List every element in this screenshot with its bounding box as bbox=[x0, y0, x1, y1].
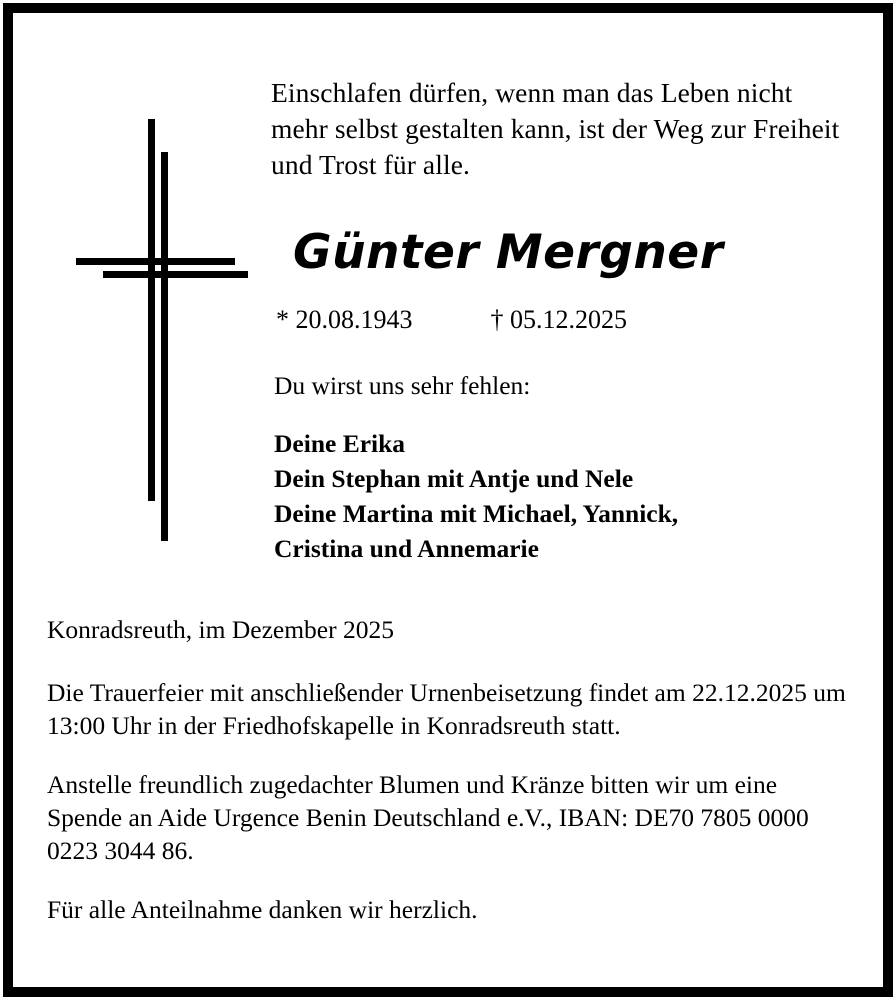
epigraph-text: Einschlafen dürfen, wenn man das Leben nicht mehr selbst gestalten kann, ist der Weg zur Freiheit und Trost für alle. bbox=[271, 77, 840, 180]
donation-request: Anstelle freundlich zugedachter Blumen und Kränze bitten wir um eine Spende an Aide Urgence Benin Deutschland e.V., IBAN: DE70 7805 0000 0223 3044 86. bbox=[47, 770, 809, 865]
cross-icon bbox=[50, 106, 285, 551]
thanks-message: Für alle Anteilnahme danken wir herzlich. bbox=[47, 895, 478, 924]
survivors-list bbox=[274, 426, 871, 566]
notice-content bbox=[13, 13, 883, 987]
survivor-line: Cristina und Annemarie bbox=[274, 534, 539, 563]
upper-text-column bbox=[271, 75, 871, 566]
birth-date: * 20.08.1943 bbox=[276, 305, 413, 334]
survivor-line: Deine Martina mit Michael, Yannick, bbox=[274, 499, 679, 528]
place-and-date: Konradsreuth, im Dezember 2025 bbox=[47, 615, 394, 644]
life-dates bbox=[276, 305, 871, 335]
death-date: † 05.12.2025 bbox=[490, 305, 627, 334]
survivor-line: Deine Erika bbox=[274, 429, 406, 458]
survivor-line: Dein Stephan mit Antje und Nele bbox=[274, 464, 634, 493]
mourning-intro: Du wirst uns sehr fehlen: bbox=[274, 371, 531, 400]
cross-icon-svg bbox=[50, 106, 285, 551]
lower-text-block bbox=[47, 613, 852, 926]
deceased-name: Günter Mergner bbox=[293, 225, 724, 280]
ceremony-details: Die Trauerfeier mit anschließender Urnenbeisetzung findet am 22.12.2025 um 13:00 Uhr in der Friedhofskapelle in Konradsreuth statt. bbox=[47, 678, 846, 740]
